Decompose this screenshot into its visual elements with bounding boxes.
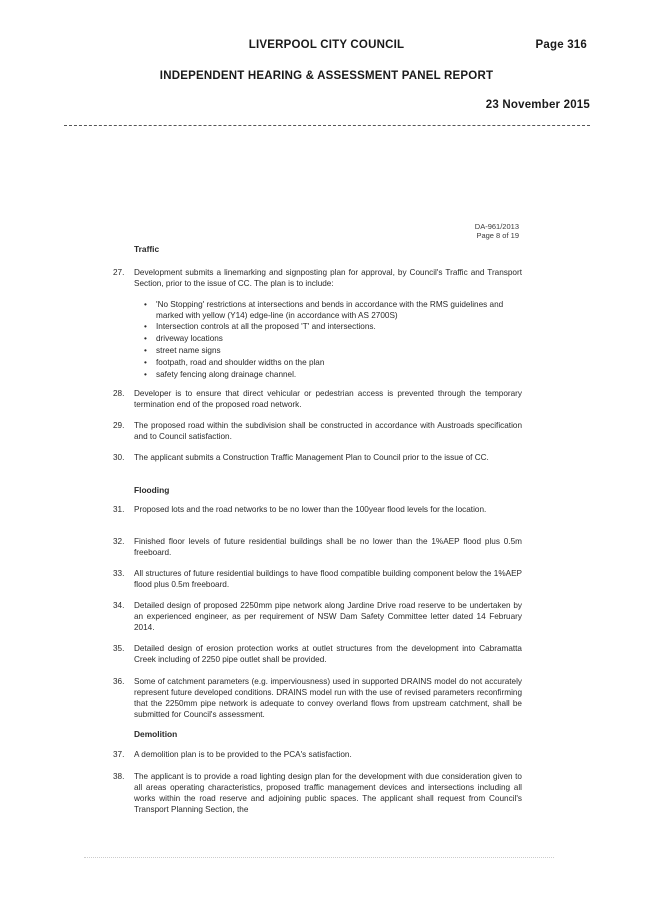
item-number: 38.: [113, 772, 125, 781]
document-reference: [475, 222, 519, 240]
item-number: 29.: [113, 421, 125, 430]
report-date: 23 November 2015: [485, 99, 590, 111]
item-text: Some of catchment parameters (e.g. imperviousness) used in supported DRAINS model do not accurately represent future developed conditions. DRAINS model run with the use of revised parameters reconfirming that the 2250mm pipe network is adequate to convey overland flows from upstream catchment, shall be submitted for Council's assessment.: [134, 677, 522, 719]
bullet-item: [144, 299, 516, 321]
doc-page-number: Page 8 of 19: [476, 231, 519, 240]
item-number: 37.: [113, 750, 125, 759]
report-title: INDEPENDENT HEARING & ASSESSMENT PANEL REPORT: [159, 70, 494, 82]
bullet-text: footpath, road and shoulder widths on the plan: [156, 358, 325, 367]
bullet-item: [144, 321, 516, 332]
item-text: All structures of future residential buildings to have flood compatible building component below the 1%AEP flood plus 0.5m freeboard.: [134, 569, 522, 589]
bullet-text: Intersection controls at all the proposed 'T' and intersections.: [156, 322, 376, 331]
bullet-icon: •: [144, 358, 147, 367]
item-text: Detailed design of erosion protection works at outlet structures from the development into Cabramatta Creek including of 2250 pipe outlet shall be provided.: [134, 644, 522, 664]
item-number: 33.: [113, 569, 125, 578]
item-text: The proposed road within the subdivision shall be constructed in accordance with Austroads specification and to Council satisfaction.: [134, 421, 522, 441]
bullet-text: safety fencing along drainage channel.: [156, 370, 297, 379]
da-number: DA-961/2013: [474, 222, 519, 231]
item-text: The applicant is to provide a road lighting design plan for the development with due consideration given to all areas operating characteristics, proposed traffic management devices and intersections including all works within the road reserve and adjoining public spaces. The applicant shall request from Council's Transport Planning Section, the: [134, 772, 522, 814]
scanned-document-page: [0, 222, 653, 862]
bullet-icon: •: [144, 370, 147, 379]
item-text: Finished floor levels of future residential buildings shall be no lower than the 1%AEP flood plus 0.5m freeboard.: [134, 537, 522, 557]
bullet-item: [144, 369, 516, 380]
item-text: Development submits a linemarking and signposting plan for approval, by Council's Traffic and Transport Section, prior to the issue of CC. The plan is to include:: [134, 268, 522, 288]
bullet-icon: •: [144, 300, 147, 309]
header-divider: [64, 125, 590, 126]
bullet-item: [144, 345, 516, 356]
section-heading-flooding: Flooding: [134, 485, 170, 495]
item-text: The applicant submits a Construction Traffic Management Plan to Council prior to the issue of CC.: [134, 453, 489, 462]
page-number: Page 316: [535, 39, 587, 51]
item-number: 32.: [113, 537, 125, 546]
item-number: 31.: [113, 505, 125, 514]
section-heading-traffic: Traffic: [134, 244, 160, 254]
item-number: 35.: [113, 644, 125, 653]
bullet-text: 'No Stopping' restrictions at intersections and bends in accordance with the RMS guidelines and marked with yellow (Y14) edge-line (in accordance with AS 2700S): [156, 300, 504, 320]
bullet-text: street name signs: [156, 346, 221, 355]
bullet-item: [144, 357, 516, 368]
item-text: Proposed lots and the road networks to be no lower than the 100year flood levels for the location.: [134, 505, 487, 514]
item-number: 28.: [113, 389, 125, 398]
item-number: 27.: [113, 268, 125, 277]
bullet-icon: •: [144, 346, 147, 355]
item-number: 30.: [113, 453, 125, 462]
bullet-item: [144, 333, 516, 344]
bullet-text: driveway locations: [156, 334, 223, 343]
item-text: Developer is to ensure that direct vehicular or pedestrian access is prevented through the temporary termination end of the proposed road network.: [134, 389, 522, 409]
bullet-icon: •: [144, 334, 147, 343]
item-number: 34.: [113, 601, 125, 610]
item-text: A demolition plan is to be provided to the PCA's satisfaction.: [134, 750, 352, 759]
council-name: LIVERPOOL CITY COUNCIL: [248, 39, 405, 51]
section-heading-demolition: Demolition: [134, 729, 178, 739]
item-text: Detailed design of proposed 2250mm pipe network along Jardine Drive road reserve to be undertaken by an experienced engineer, as per requirement of NSW Dam Safety Committee letter dated 14 February 2014.: [134, 601, 522, 632]
item-number: 36.: [113, 677, 125, 686]
bullet-icon: •: [144, 322, 147, 331]
page-bottom-edge: [84, 857, 554, 858]
